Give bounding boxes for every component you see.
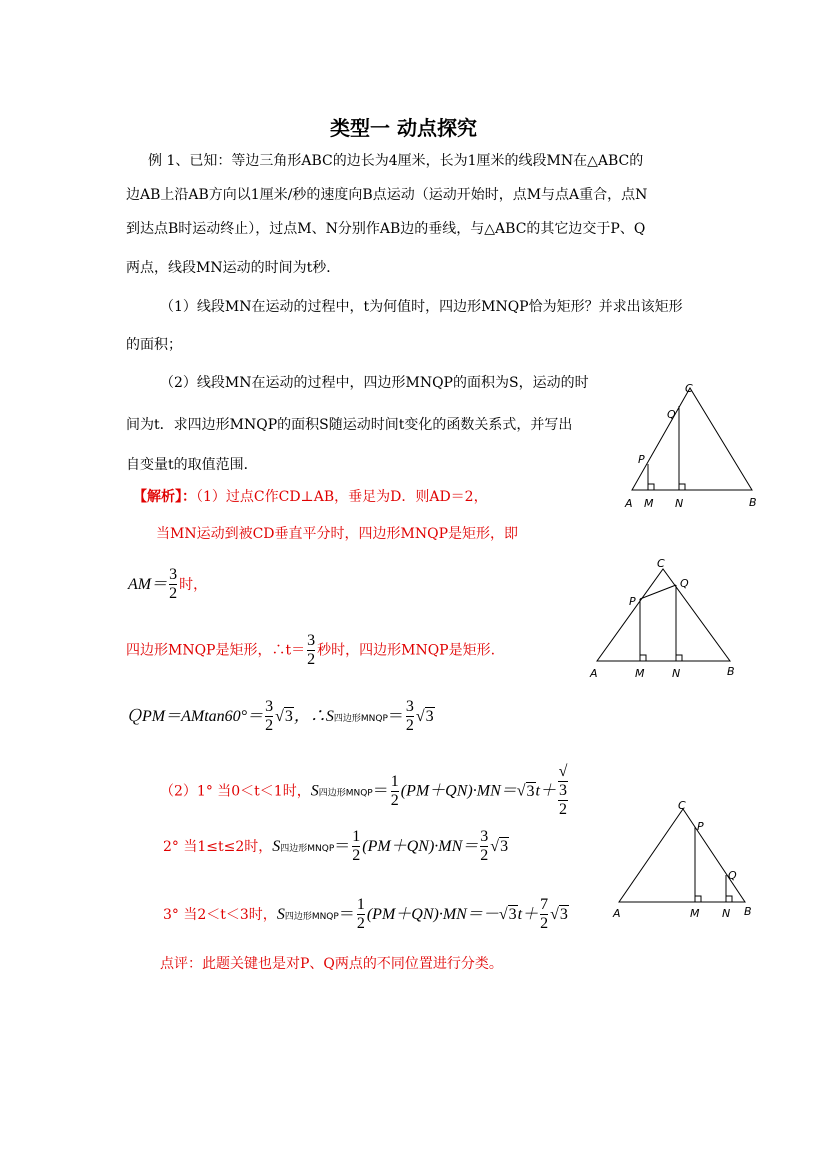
label-b: B [727, 665, 735, 678]
label-m: M [635, 667, 645, 680]
label-c: C [657, 557, 665, 570]
rectangle-conclusion: 四边形MNQP是矩形，∴t＝ $\frac{3}{2}$ 秒时，四边形MNQP是矩形. [126, 632, 496, 668]
solution-step-2: 当MN运动到被CD垂直平分时，四边形MNQP是矩形，即 [156, 526, 519, 542]
page-title: 类型一 动点探究 [330, 116, 477, 140]
figure-1 [618, 378, 768, 513]
am-fraction: $\frac{3}{2}$ [169, 566, 178, 602]
problem-line-2: 边AB上沿AB方向以1厘米/秒的速度向B点运动（运动开始时，点M与点A重合，点N [126, 187, 648, 203]
am-lhs: AM＝ [128, 576, 168, 593]
case-3: 3° 当2＜t＜3时，S四边形MNQP＝ $\frac{1}{2}$ (PM＋QN)·MN＝－√3t＋ $\frac{7}{2}$ √3 [163, 896, 568, 932]
label-q: Q [728, 869, 737, 882]
question-2-line-2: 间为t．求四边形MNQP的面积S随运动时间t变化的函数关系式，并写出 [126, 417, 573, 433]
problem-line-4: 两点，线段MN运动的时间为t秒． [126, 260, 341, 276]
label-a: A [613, 907, 621, 920]
t-fraction: $\frac{3}{2}$ [307, 632, 316, 668]
label-p: P [638, 453, 645, 466]
question-2-line-3: 自变量t的取值范围． [126, 457, 258, 473]
label-p: P [697, 820, 704, 833]
question-1-line-1: （1）线段MN在运动的过程中，t为何值时，四边形MNQP恰为矩形？并求出该矩形 [160, 299, 683, 315]
label-c: C [678, 799, 686, 812]
problem-line-3: 到达点B时运动终止），过点M、N分别作AB边的垂线，与△ABC的其它边交于P、Q [126, 221, 646, 237]
am-equation [128, 566, 207, 603]
case-1: （2）1° 当0＜t＜1时，S四边形MNQP＝ $\frac{1}{2}$ (PM＋QN)·MN＝√3t＋ √ 3 2 [160, 763, 568, 818]
solution-step-1 [133, 487, 488, 507]
label-n: N [722, 907, 731, 920]
label-q: Q [667, 408, 676, 421]
solution-label: 【解析】： [133, 489, 196, 505]
triangle-abc [632, 388, 752, 490]
figure-2 [585, 553, 745, 683]
figure-3 [605, 797, 765, 927]
label-a: A [625, 497, 633, 510]
label-m: M [690, 907, 700, 920]
solution-text-1: （1）过点C作CD⊥AB，垂足为D．则AD＝2， [196, 489, 488, 505]
comment: 点评：此题关键也是对P、Q两点的不同位置进行分类。 [160, 956, 503, 972]
label-n: N [675, 497, 684, 510]
triangle-abc [597, 569, 730, 661]
area-equation: ＱPM＝AMtan60°＝ $\frac{3}{2}$ √3，∴S四边形MNQP＝ $\frac{3}{2}$ √3 [126, 698, 434, 734]
am-suffix: 时， [179, 577, 208, 593]
label-c: C [685, 382, 693, 395]
label-m: M [644, 497, 654, 510]
problem-line-1: 例 1、已知：等边三角形ABC的边长为4厘米，长为1厘米的线段MN在△ABC的 [148, 153, 644, 169]
label-b: B [744, 905, 752, 918]
label-b: B [749, 496, 757, 509]
question-1-line-2: 的面积； [126, 337, 182, 353]
label-n: N [672, 667, 681, 680]
label-q: Q [680, 577, 689, 590]
label-p: P [629, 595, 636, 608]
label-a: A [590, 667, 598, 680]
question-2-line-1: （2）线段MN在运动的过程中，四边形MNQP的面积为S，运动的时 [160, 375, 589, 391]
case-2: 2° 当1≤t≤2时，S四边形MNQP＝ $\frac{1}{2}$ (PM＋QN)·MN＝ $\frac{3}{2}$ √3 [163, 828, 509, 864]
segment-pq [640, 585, 676, 599]
